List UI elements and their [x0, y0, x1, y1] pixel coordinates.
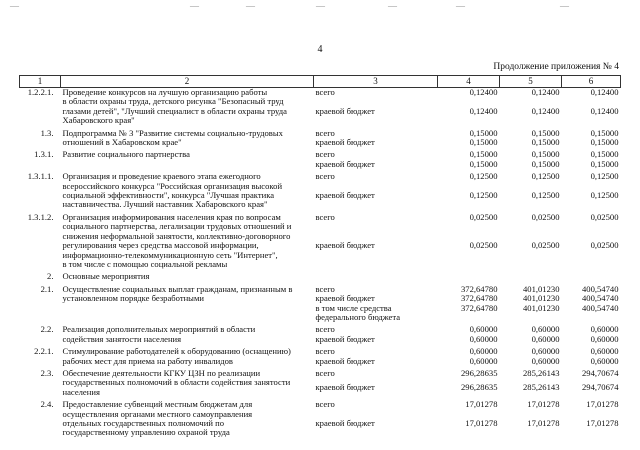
funding-source [314, 400, 438, 419]
row-name [61, 369, 314, 397]
row-name-line: Подпрограмма № 3 "Развитие системы социально-трудовых [62, 127, 283, 138]
value-year-2: 285,26143 [522, 367, 560, 378]
row-name-line: отношений в Хабаровском крае" [62, 137, 182, 148]
value-year-2: 0,12500 [531, 171, 560, 182]
funding-source [314, 304, 438, 323]
value-year-3: 0,60000 [590, 355, 619, 366]
value-year-2: 0,60000 [531, 333, 560, 344]
funding-source [314, 369, 438, 383]
value-year-2: 0,15000 [531, 158, 560, 169]
scan-mark: — [10, 1, 19, 11]
table-row [20, 88, 621, 108]
value-year-1: 0,02500 [469, 211, 498, 222]
column-number: 5 [500, 76, 562, 88]
row-name-line: глазами детей", "Лучший специалист в области охраны труда [62, 105, 287, 116]
row-code: 2.2. [40, 324, 54, 335]
value-year-2: 0,15000 [531, 149, 560, 160]
funding-source [314, 419, 438, 438]
funding-source [314, 335, 438, 344]
funding-source [314, 160, 438, 169]
table-row [20, 172, 621, 191]
value-year-2: 401,01230 [522, 283, 560, 294]
row-name [61, 88, 314, 126]
funding-source [314, 191, 438, 210]
value-year-3 [562, 272, 621, 281]
table-row [20, 369, 621, 383]
value-year-1: 0,60000 [469, 355, 498, 366]
value-year-1: 0,60000 [469, 324, 498, 335]
column-number-row [20, 76, 621, 88]
value-year-1: 0,12400 [469, 87, 498, 97]
funding-source [314, 107, 438, 126]
row-name-line: Основные мероприятия [62, 271, 150, 282]
value-year-3: 0,60000 [590, 324, 619, 335]
value-year-2: 401,01230 [522, 293, 560, 304]
funding-source-line: краевой бюджет [315, 293, 375, 304]
funding-source [314, 213, 438, 241]
value-year-3: 294,70674 [581, 367, 619, 378]
funding-source-line: всего [315, 399, 335, 410]
scan-top-marks [0, 2, 640, 12]
row-name [61, 325, 314, 344]
value-year-2 [500, 272, 562, 281]
row-name-line: отдельных государственных полномочий по [62, 418, 224, 428]
funding-source [314, 138, 438, 147]
value-year-3: 0,12500 [590, 190, 619, 201]
row-name [61, 129, 314, 148]
column-number: 1 [20, 76, 61, 88]
value-year-3: 0,15000 [590, 149, 619, 160]
scan-mark: — [456, 1, 465, 11]
row-code: 2. [47, 271, 54, 282]
value-year-2: 0,15000 [531, 137, 560, 148]
row-code: 2.3. [40, 367, 54, 378]
column-number: 2 [61, 76, 314, 88]
appendix-table [19, 75, 621, 441]
value-year-1: 296,28635 [460, 382, 498, 393]
funding-source [314, 241, 438, 269]
row-code: 2.1. [40, 283, 54, 294]
value-year-1: 0,15000 [469, 149, 498, 160]
value-year-1: 0,60000 [469, 333, 498, 344]
value-year-2: 17,01278 [527, 399, 560, 410]
page-number: 4 [317, 44, 323, 55]
row-code: 1.3. [40, 127, 54, 138]
value-year-3: 17,01278 [586, 399, 619, 410]
value-year-1: 372,64780 [460, 302, 498, 313]
column-number: 3 [314, 76, 438, 88]
continuation-label: Продолжение приложения № 4 [493, 62, 619, 72]
funding-source-line: всего [315, 324, 335, 335]
funding-source-line: всего [315, 171, 335, 182]
value-year-3: 0,15000 [590, 127, 619, 138]
value-year-2: 0,02500 [531, 240, 560, 251]
funding-source-line: краевой бюджет [315, 333, 375, 344]
value-year-2: 17,01278 [527, 418, 560, 428]
scan-mark: — [190, 1, 199, 11]
row-name-line: Проведение конкурсов на лучшую организацию работы [62, 87, 268, 97]
row-name-line: регулирования через средства массовой информации, [62, 240, 259, 251]
value-year-2: 0,02500 [531, 211, 560, 222]
funding-source [314, 357, 438, 366]
funding-source-line: федерального бюджета [315, 311, 401, 322]
value-year-1: 0,15000 [469, 137, 498, 148]
funding-source [314, 88, 438, 108]
row-name-line: в том числе с помощью социальной рекламы [62, 258, 228, 269]
value-year-3: 0,15000 [590, 158, 619, 169]
value-year-3: 400,54740 [581, 283, 619, 294]
table-row [20, 400, 621, 419]
row-code: 1.2.2.1. [27, 87, 54, 97]
funding-source-line: краевой бюджет [315, 240, 375, 251]
table-row [20, 272, 621, 281]
column-number: 4 [438, 76, 500, 88]
row-name-line: социального партнерства, легализации трудовых отношений и [62, 221, 292, 232]
value-year-3: 0,15000 [590, 137, 619, 148]
value-year-2: 401,01230 [522, 302, 560, 313]
value-year-2: 0,15000 [531, 127, 560, 138]
funding-source-line: краевой бюджет [315, 355, 375, 366]
row-name [61, 172, 314, 210]
row-name [61, 213, 314, 269]
value-year-3: 0,12500 [590, 171, 619, 182]
row-name-line: Организация и проведение краевого этапа ежегодного [62, 171, 261, 182]
funding-source-line: всего [315, 149, 335, 160]
funding-source-line: всего [315, 283, 335, 294]
table-row [20, 213, 621, 241]
row-name-line: Реализация дополнительных мероприятий в области [62, 324, 256, 335]
funding-source-line: всего [315, 346, 335, 357]
value-year-3: 294,70674 [581, 382, 619, 393]
row-name-line: содействия занятости населения [62, 333, 182, 344]
scan-mark: — [316, 1, 325, 11]
row-name-line: рабочих мест для приема на работу инвалидов [62, 355, 233, 366]
value-year-1: 372,64780 [460, 293, 498, 304]
value-year-2: 285,26143 [522, 382, 560, 393]
row-name-line: социальной эффективности", конкурса "Лучшая практика [62, 190, 275, 201]
row-name-line: государственному управлению охраной труда [62, 427, 230, 438]
value-year-3: 400,54740 [581, 302, 619, 313]
row-name-line: Предоставление субвенций местным бюджетам для [62, 399, 253, 410]
value-year-1 [438, 272, 500, 281]
value-year-1: 0,12500 [469, 190, 498, 201]
row-name-line: Стимулирование работодателей к оборудованию (оснащению) [62, 346, 291, 357]
funding-source-line: краевой бюджет [315, 190, 375, 201]
value-year-2: 0,12400 [531, 87, 560, 97]
row-name-line: населения [62, 386, 100, 397]
funding-source [314, 383, 438, 397]
value-year-2: 0,12500 [531, 190, 560, 201]
row-code: 1.3.1.2. [27, 211, 54, 222]
value-year-1: 372,64780 [460, 283, 498, 294]
value-year-3: 0,02500 [590, 240, 619, 251]
scan-mark: — [246, 1, 255, 11]
row-name-line: Обеспечение деятельности КГКУ ЦЗН по реализации [62, 367, 261, 378]
row-name-line: Хабаровского края" [62, 115, 135, 126]
row-name-line: наставничества. Лучший наставник Хабаровского края" [62, 199, 268, 210]
value-year-1: 0,12500 [469, 171, 498, 182]
funding-source [314, 272, 438, 281]
funding-source-line: всего [315, 367, 335, 378]
table-body [20, 88, 621, 441]
row-name-line: Организация информирования населения края по вопросам [62, 211, 281, 222]
funding-source-line: краевой бюджет [315, 106, 375, 117]
row-name [61, 150, 314, 169]
row-name-line: снижения неформальной занятости, коллективно-договорного [62, 230, 291, 241]
row-name-line: Развитие социального партнерства [62, 149, 190, 160]
value-year-3: 400,54740 [581, 293, 619, 304]
value-year-1: 0,02500 [469, 240, 498, 251]
value-year-1: 0,12400 [469, 106, 498, 117]
column-number: 6 [562, 76, 621, 88]
funding-source-line: всего [315, 87, 335, 97]
row-name-line: государственных полномочий в области содействия занятости [62, 377, 291, 388]
value-year-3: 0,12400 [590, 87, 619, 97]
funding-source-line: в том числе средства [315, 302, 392, 313]
value-year-1: 17,01278 [465, 399, 498, 410]
row-name [61, 347, 314, 366]
row-name-line: информационно-телекоммуникационную сеть "Интернет", [62, 249, 278, 260]
value-year-1: 0,60000 [469, 346, 498, 357]
funding-source-line: всего [315, 127, 335, 138]
funding-source-line: всего [315, 211, 335, 222]
scan-mark: — [560, 1, 569, 11]
value-year-3: 0,12400 [590, 106, 619, 117]
row-name [61, 400, 314, 438]
value-year-1: 0,15000 [469, 158, 498, 169]
funding-source [314, 172, 438, 191]
row-name-line: всероссийского конкурса "Российская организация высокой [62, 180, 283, 191]
value-year-2: 0,12400 [531, 106, 560, 117]
funding-source-line: краевой бюджет [315, 382, 375, 393]
funding-source-line: краевой бюджет [315, 137, 375, 148]
value-year-3: 0,60000 [590, 333, 619, 344]
funding-source-line: краевой бюджет [315, 418, 375, 428]
value-year-1: 296,28635 [460, 367, 498, 378]
funding-source-line: краевой бюджет [315, 158, 375, 169]
row-name-line: Осуществление социальных выплат гражданам, признанным в [62, 283, 293, 294]
row-name [61, 272, 314, 281]
row-name-line: в области охраны труда, детского рисунка "Безопасный труд [62, 96, 284, 107]
value-year-2: 0,60000 [531, 346, 560, 357]
row-code: 2.4. [40, 399, 54, 410]
value-year-3: 0,02500 [590, 211, 619, 222]
row-name-line: осуществления органами местного самоуправления [62, 408, 253, 419]
value-year-3: 17,01278 [586, 418, 619, 428]
value-year-1: 0,15000 [469, 127, 498, 138]
row-code: 1.3.1.1. [27, 171, 54, 182]
row-name-line: установленном порядке безработными [62, 293, 204, 304]
row-code: 2.2.1. [34, 346, 54, 357]
row-code: 1.3.1. [34, 149, 54, 160]
value-year-2: 0,60000 [531, 355, 560, 366]
row-name [61, 285, 314, 323]
value-year-1: 17,01278 [465, 418, 498, 428]
value-year-2: 0,60000 [531, 324, 560, 335]
scan-mark: — [388, 1, 397, 11]
value-year-3: 0,60000 [590, 346, 619, 357]
row-gap [20, 438, 621, 441]
